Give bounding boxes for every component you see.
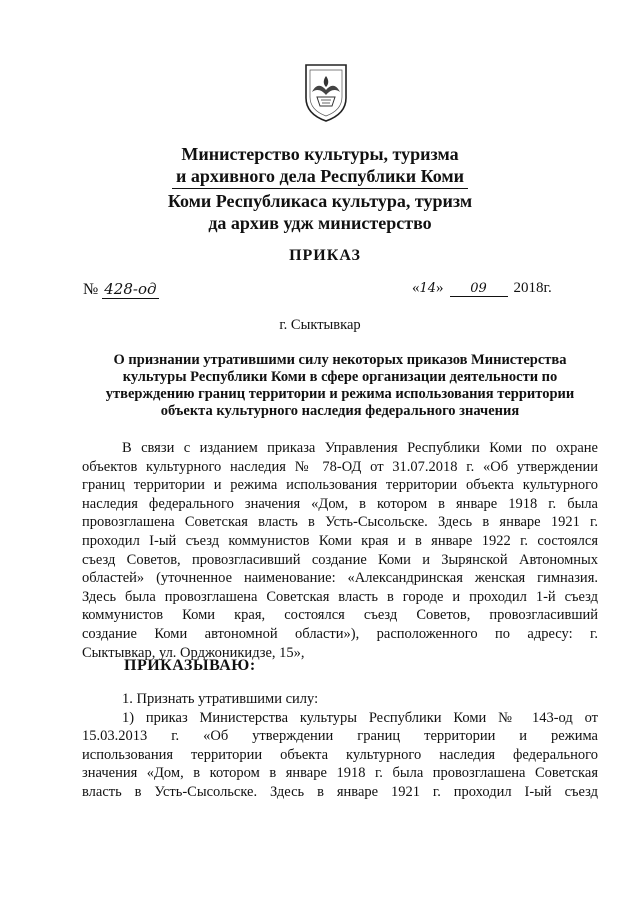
subject-line: объекта культурного наследия федерального значения	[160, 403, 520, 419]
ministry-ru-line2: и архивного дела Республики Коми	[172, 165, 468, 189]
preamble-line: областей» (уточненное наименование: «Александринская женская гимназия.	[82, 570, 598, 587]
preamble-line: коммунистов Коми края, состоялся съезд Советов, провозгласивший	[82, 607, 598, 624]
order-date	[412, 280, 552, 297]
ministry-ru-line1: Министерство культуры, туризма	[181, 144, 459, 164]
item-line: 1) приказ Министерства культуры Республики Коми № 143-од от	[122, 709, 598, 726]
order-subject	[82, 352, 598, 420]
items-paragraph	[82, 690, 598, 802]
subject-line: культуры Республики Коми в сфере организации деятельности по	[122, 369, 558, 385]
preamble-line: Здесь была провозглашена Советская власть в городе и проходил 1-й съезд	[82, 588, 598, 605]
item-line: 15.03.2013 г. «Об утверждении границ территории и режима	[82, 728, 598, 745]
preamble-line: объектов культурного наследия № 78-ОД от 31.07.2018 г. «Об утверждении	[82, 458, 598, 475]
ministry-name-komi	[0, 190, 640, 234]
date-year: 2018г.	[513, 280, 552, 296]
ministry-komi-line2: да архив удж министерство	[208, 213, 432, 233]
subject-line: О признании утратившими силу некоторых приказов Министерства	[113, 352, 567, 368]
item-line: значения «Дом, в котором в январе 1918 г. была провозглашена Советская	[82, 765, 598, 782]
subject-line: утверждению границ территории и режима использования территории	[105, 386, 575, 402]
ministry-name-russian	[0, 143, 640, 189]
preamble-line: Сыктывкар, ул. Орджоникидзе, 15»,	[82, 644, 305, 661]
preamble-line: границ территории и режима использования территории объекта культурного	[82, 477, 598, 494]
preamble-line: съезд Советов, провозгласивший создание Коми и Зырянской Автономных	[82, 551, 598, 568]
order-title: ПРИКАЗ	[289, 247, 361, 264]
city-line: г. Сыктывкар	[279, 317, 361, 333]
item-line: 1. Признать утратившими силу:	[122, 691, 319, 707]
order-number-handwritten: 428-од	[104, 280, 157, 298]
order-number	[83, 280, 159, 299]
number-sign: №	[83, 281, 99, 298]
date-day: 14	[419, 281, 437, 296]
item-line: власть в Усть-Сысольске. Здесь в январе 1921 г. проходил I-ый съезд	[82, 783, 598, 800]
preamble-paragraph	[82, 439, 598, 662]
decree-label: ПРИКАЗЫВАЮ:	[124, 657, 256, 674]
date-open-quote: «	[412, 280, 420, 296]
coat-of-arms-icon	[303, 62, 349, 124]
date-month: 09	[450, 281, 508, 297]
preamble-line: проходил I-ый съезд коммунистов Коми края и в январе 1922 г. состоялся	[82, 532, 598, 549]
preamble-line: В связи с изданием приказа Управления Республики Коми по охране	[122, 440, 598, 456]
preamble-line: создание Коми автономной области»), расположенного по адресу: г.	[82, 625, 598, 642]
ministry-komi-line1: Коми Республикаса культура, туризм	[167, 191, 473, 211]
preamble-line: провозглашена Советская власть в Усть-Сысольске. Здесь в январе 1921 г.	[82, 514, 598, 531]
preamble-line: наследия федерального значения «Дом, в котором в январе 1918 г. была	[82, 495, 598, 512]
date-close-quote: »	[436, 280, 444, 296]
item-line: использования территории объекта культурного наследия федерального	[82, 746, 598, 763]
